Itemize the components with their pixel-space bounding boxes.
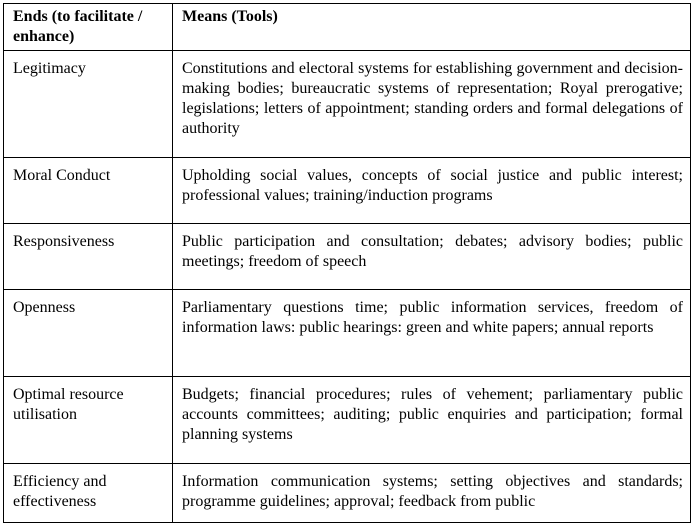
means-cell: Parliamentary questions time; public information services, freedom of information laws: public hearings: green and white papers; annual reports xyxy=(173,290,691,377)
table-row xyxy=(4,464,691,523)
header-ends: Ends (to facilitate / enhance) xyxy=(4,4,173,51)
end-cell: Optimal resource utilisation xyxy=(4,377,173,464)
header-row xyxy=(4,4,691,51)
means-cell: Constitutions and electoral systems for establishing government and decision-making bodies; bureaucratic systems of representation; Royal prerogative; legislations; letters of appointment; standing orders and formal delegations of authority xyxy=(173,51,691,158)
table-row xyxy=(4,224,691,290)
means-cell: Information communication systems; setting objectives and standards; programme guidelines; approval; feedback from public xyxy=(173,464,691,523)
means-cell: Budgets; financial procedures; rules of vehement; parliamentary public accounts committees; auditing; public enquiries and participation; formal planning systems xyxy=(173,377,691,464)
end-cell: Efficiency and effectiveness xyxy=(4,464,173,523)
ends-means-table xyxy=(3,3,691,523)
table-row xyxy=(4,158,691,224)
table-row xyxy=(4,290,691,377)
means-cell: Public participation and consultation; debates; advisory bodies; public meetings; freedom of speech xyxy=(173,224,691,290)
header-means: Means (Tools) xyxy=(173,4,691,51)
table-row xyxy=(4,51,691,158)
means-cell: Upholding social values, concepts of social justice and public interest; professional values; training/induction programs xyxy=(173,158,691,224)
end-cell: Responsiveness xyxy=(4,224,173,290)
end-cell: Legitimacy xyxy=(4,51,173,158)
end-cell: Moral Conduct xyxy=(4,158,173,224)
end-cell: Openness xyxy=(4,290,173,377)
table-row xyxy=(4,377,691,464)
